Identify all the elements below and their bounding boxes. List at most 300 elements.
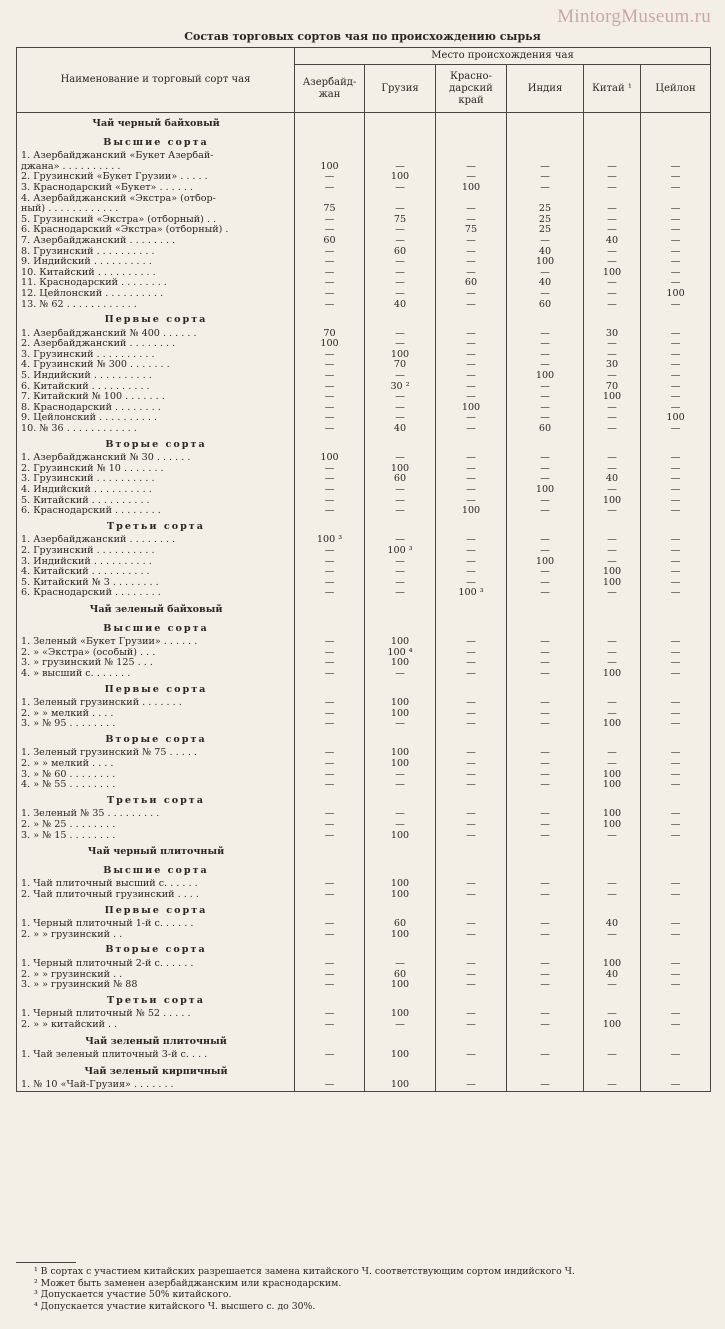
origin-value-cell: —	[641, 770, 711, 781]
origin-value-cell	[641, 151, 711, 162]
section-heading: Третьи сорта	[17, 517, 295, 536]
origin-value-cell	[436, 517, 507, 536]
origin-value-cell: —	[641, 506, 711, 517]
origin-value-cell	[584, 791, 641, 810]
name-column-header: Наименование и торговый сорт чая	[17, 48, 295, 113]
origin-value-cell: —	[436, 648, 507, 659]
origin-value-cell: 100	[365, 930, 436, 941]
column-header: Грузия	[365, 65, 436, 113]
table-row	[17, 215, 711, 226]
origin-value-cell: —	[295, 546, 365, 557]
origin-value-cell: —	[365, 371, 436, 382]
origin-value-cell: —	[507, 879, 584, 890]
origin-value-cell: —	[584, 453, 641, 464]
origin-value-cell: —	[507, 648, 584, 659]
table-row	[17, 300, 711, 311]
origin-value-cell: 60	[507, 300, 584, 311]
origin-value-cell: —	[507, 780, 584, 791]
table-title: Состав торговых сортов чая по происхождению сырья	[184, 30, 541, 43]
origin-value-cell: —	[641, 360, 711, 371]
origin-value-cell: —	[507, 759, 584, 770]
table-row	[17, 204, 711, 215]
origin-value-cell: —	[641, 648, 711, 659]
section-heading: Вторые сорта	[17, 940, 295, 959]
origin-value-cell: 100	[584, 268, 641, 279]
grade-group-row	[17, 901, 711, 920]
origin-value-cell: —	[584, 247, 641, 258]
origin-value-cell: —	[436, 567, 507, 578]
table-row	[17, 360, 711, 371]
origin-value-cell: —	[295, 567, 365, 578]
origin-value-cell: 25	[507, 204, 584, 215]
origin-value-cell: —	[641, 204, 711, 215]
origin-value-cell	[365, 940, 436, 959]
tea-name-cell: 1. Азербайджанский «Букет Азербай-	[17, 151, 295, 162]
table-row	[17, 424, 711, 435]
origin-value-cell: 30 ²	[365, 382, 436, 393]
origin-value-cell	[507, 1031, 584, 1051]
origin-value-cell	[507, 310, 584, 329]
origin-value-cell: —	[436, 172, 507, 183]
table-row	[17, 350, 711, 361]
origin-value-cell: —	[507, 1080, 584, 1091]
tea-name-cell: 4. Грузинский № 300 . . . . . . .	[17, 360, 295, 371]
origin-value-cell: —	[295, 403, 365, 414]
origin-value-cell: 100	[365, 698, 436, 709]
origin-value-cell: —	[584, 879, 641, 890]
origin-value-cell: —	[584, 225, 641, 236]
origin-value-cell	[584, 1061, 641, 1081]
grade-group-row	[17, 435, 711, 454]
origin-value-cell: —	[584, 424, 641, 435]
origin-value-cell: —	[641, 719, 711, 730]
table-row	[17, 392, 711, 403]
section-heading: Чай зеленый байховый	[17, 599, 295, 619]
origin-value-cell: 40	[584, 919, 641, 930]
origin-value-cell	[584, 113, 641, 133]
section-heading: Чай зеленый кирпичный	[17, 1061, 295, 1081]
origin-value-cell: 100	[365, 172, 436, 183]
origin-value-cell	[584, 730, 641, 749]
origin-value-cell: 100	[641, 413, 711, 424]
origin-value-cell: —	[295, 578, 365, 589]
origin-value-cell	[295, 861, 365, 880]
origin-value-cell: 75	[365, 215, 436, 226]
origin-value-cell: —	[584, 759, 641, 770]
table-row	[17, 831, 711, 842]
origin-value-cell: 100	[584, 809, 641, 820]
origin-value-cell: —	[641, 278, 711, 289]
origin-value-cell: —	[584, 403, 641, 414]
tea-name-cell: 10. Китайский . . . . . . . . . .	[17, 268, 295, 279]
grade-group-row	[17, 991, 711, 1010]
origin-value-cell	[295, 1031, 365, 1051]
origin-value-cell	[584, 940, 641, 959]
origin-value-cell	[365, 517, 436, 536]
origin-value-cell: —	[365, 557, 436, 568]
origin-value-cell	[295, 517, 365, 536]
origin-value-cell: —	[436, 464, 507, 475]
origin-value-cell: —	[641, 172, 711, 183]
origin-value-cell: —	[641, 780, 711, 791]
table-row	[17, 474, 711, 485]
origin-value-cell	[507, 901, 584, 920]
origin-value-cell: —	[641, 453, 711, 464]
origin-value-cell: —	[641, 1009, 711, 1020]
origin-value-cell: —	[641, 474, 711, 485]
origin-value-cell: 60	[436, 278, 507, 289]
origin-value-cell: —	[365, 578, 436, 589]
origin-value-cell: 60	[365, 919, 436, 930]
origin-value-cell: —	[295, 300, 365, 311]
origin-value-cell: —	[641, 339, 711, 350]
origin-value-cell	[507, 1061, 584, 1081]
origin-value-cell	[507, 841, 584, 861]
origin-value-cell: —	[295, 257, 365, 268]
origin-value-cell: —	[365, 719, 436, 730]
origin-value-cell	[507, 151, 584, 162]
origin-value-cell: 100	[507, 557, 584, 568]
origin-value-cell: 100	[584, 820, 641, 831]
origin-value-cell: —	[584, 1050, 641, 1061]
origin-value-cell: —	[365, 162, 436, 173]
origin-value-cell: —	[507, 959, 584, 970]
origin-value-cell: —	[295, 959, 365, 970]
grade-group-row	[17, 940, 711, 959]
footnote: ¹ В сортах с участием китайских разрешается замена китайского Ч. соответствующим сортом индийского Ч.	[34, 1266, 575, 1277]
tea-name-cell: 4. » № 55 . . . . . . . .	[17, 780, 295, 791]
origin-value-cell: —	[584, 980, 641, 991]
origin-value-cell: —	[295, 1020, 365, 1031]
origin-value-cell	[295, 151, 365, 162]
section-heading: Чай черный байховый	[17, 113, 295, 133]
origin-value-cell: —	[584, 506, 641, 517]
tea-name-cell: 2. » «Экстра» (особый) . . .	[17, 648, 295, 659]
table-row	[17, 382, 711, 393]
origin-value-cell: —	[584, 698, 641, 709]
origin-value-cell	[584, 841, 641, 861]
table-row	[17, 194, 711, 205]
origin-value-cell: —	[507, 403, 584, 414]
table-row	[17, 919, 711, 930]
origin-value-cell: —	[295, 506, 365, 517]
origin-value-cell: —	[584, 464, 641, 475]
tea-name-cell: 11. Краснодарский . . . . . . . .	[17, 278, 295, 289]
origin-value-cell: —	[365, 453, 436, 464]
origin-value-cell	[641, 133, 711, 152]
tea-name-cell: 3. » № 15 . . . . . . . .	[17, 831, 295, 842]
origin-value-cell: —	[436, 820, 507, 831]
table-row	[17, 535, 711, 546]
origin-value-cell: —	[507, 392, 584, 403]
footnotes	[16, 1262, 710, 1312]
column-header: Китай ¹	[584, 65, 641, 113]
tea-name-cell: 2. » » китайский . .	[17, 1020, 295, 1031]
origin-value-cell: —	[641, 371, 711, 382]
origin-value-cell: —	[365, 413, 436, 424]
table-body	[17, 113, 711, 1092]
table-row	[17, 183, 711, 194]
origin-value-cell: 100 ⁴	[365, 648, 436, 659]
origin-value-cell	[295, 599, 365, 619]
table-row	[17, 578, 711, 589]
origin-value-cell: —	[436, 424, 507, 435]
origin-value-cell	[507, 517, 584, 536]
origin-value-cell: —	[507, 360, 584, 371]
origin-value-cell: —	[295, 496, 365, 507]
origin-value-cell	[507, 861, 584, 880]
origin-value-cell	[641, 680, 711, 699]
column-header: Индия	[507, 65, 584, 113]
table-row	[17, 172, 711, 183]
origin-value-cell: —	[295, 225, 365, 236]
origin-value-cell: —	[365, 669, 436, 680]
origin-value-cell: —	[436, 930, 507, 941]
origin-value-cell: —	[584, 890, 641, 901]
origin-value-cell: —	[436, 1009, 507, 1020]
table-row	[17, 464, 711, 475]
watermark: MintorgMuseum.ru	[557, 6, 711, 27]
origin-value-cell	[507, 991, 584, 1010]
origin-value-cell: 30	[584, 360, 641, 371]
origin-value-cell: —	[584, 709, 641, 720]
origin-value-cell: —	[584, 535, 641, 546]
table-row	[17, 658, 711, 669]
origin-value-cell: —	[365, 225, 436, 236]
origin-value-cell: —	[641, 329, 711, 340]
table-row	[17, 546, 711, 557]
origin-value-cell: —	[641, 959, 711, 970]
origin-value-cell: —	[436, 162, 507, 173]
origin-value-cell: —	[507, 709, 584, 720]
tea-name-cell: 2. Грузинский «Букет Грузии» . . . . .	[17, 172, 295, 183]
tea-name-cell: 7. Китайский № 100 . . . . . . .	[17, 392, 295, 403]
origin-value-cell: —	[584, 930, 641, 941]
origin-value-cell	[365, 1061, 436, 1081]
table-row	[17, 719, 711, 730]
table-row	[17, 453, 711, 464]
origin-value-cell: —	[584, 371, 641, 382]
origin-value-cell	[584, 151, 641, 162]
origin-value-cell	[507, 133, 584, 152]
origin-value-cell: —	[436, 453, 507, 464]
section-heading: Третьи сорта	[17, 991, 295, 1010]
origin-value-cell: —	[295, 289, 365, 300]
table-row	[17, 820, 711, 831]
origin-value-cell: —	[641, 546, 711, 557]
origin-value-cell: —	[295, 371, 365, 382]
origin-value-cell: —	[436, 204, 507, 215]
origin-value-cell: —	[365, 496, 436, 507]
origin-value-cell: —	[436, 485, 507, 496]
origin-value-cell: —	[436, 1080, 507, 1091]
origin-value-cell: —	[365, 567, 436, 578]
tea-name-cell: 1. Зеленый № 35 . . . . . . . . .	[17, 809, 295, 820]
origin-value-cell: 100	[436, 506, 507, 517]
origin-value-cell: 30	[584, 329, 641, 340]
section-heading: Первые сорта	[17, 310, 295, 329]
origin-value-cell: 70	[365, 360, 436, 371]
tea-name-cell: джана» . . . . . . . . . .	[17, 162, 295, 173]
origin-value-cell: —	[641, 919, 711, 930]
origin-value-cell: —	[365, 485, 436, 496]
table-row	[17, 567, 711, 578]
origin-value-cell: —	[436, 879, 507, 890]
origin-value-cell: 70	[584, 382, 641, 393]
origin-value-cell: —	[584, 588, 641, 599]
origin-value-cell	[295, 901, 365, 920]
origin-value-cell: 100 ³	[295, 535, 365, 546]
tea-name-cell: 8. Грузинский . . . . . . . . . .	[17, 247, 295, 258]
tea-name-cell: 6. Краснодарский «Экстра» (отборный) .	[17, 225, 295, 236]
origin-value-cell: 100	[295, 162, 365, 173]
tea-name-cell: 5. Индийский . . . . . . . . . .	[17, 371, 295, 382]
origin-value-cell: —	[507, 506, 584, 517]
origin-value-cell: 100	[365, 658, 436, 669]
origin-value-cell: —	[436, 474, 507, 485]
origin-value-cell: —	[295, 759, 365, 770]
origin-value-cell: —	[436, 371, 507, 382]
table-row	[17, 268, 711, 279]
origin-value-cell: —	[295, 809, 365, 820]
origin-value-cell: —	[436, 637, 507, 648]
origin-value-cell: —	[641, 236, 711, 247]
origin-value-cell: —	[641, 980, 711, 991]
origin-value-cell: —	[295, 485, 365, 496]
origin-value-cell: —	[436, 709, 507, 720]
tea-name-cell: ный) . . . . . . . . . . . .	[17, 204, 295, 215]
origin-value-cell: —	[436, 759, 507, 770]
origin-value-cell: 100	[507, 371, 584, 382]
table-row	[17, 637, 711, 648]
origin-value-cell: —	[507, 970, 584, 981]
origin-value-cell: —	[584, 204, 641, 215]
origin-value-cell	[295, 791, 365, 810]
tea-composition-table	[16, 47, 711, 1092]
table-row	[17, 709, 711, 720]
origin-value-cell: —	[365, 506, 436, 517]
tea-name-cell: 5. Китайский . . . . . . . . . .	[17, 496, 295, 507]
origin-value-cell: —	[507, 698, 584, 709]
category-row	[17, 841, 711, 861]
origin-value-cell: 100 ³	[436, 588, 507, 599]
origin-value-cell: —	[584, 339, 641, 350]
origin-value-cell: —	[507, 413, 584, 424]
table-row	[17, 485, 711, 496]
origin-value-cell: —	[295, 413, 365, 424]
category-row	[17, 113, 711, 133]
origin-value-cell: —	[436, 890, 507, 901]
table-row	[17, 557, 711, 568]
tea-name-cell: 3. » № 60 . . . . . . . .	[17, 770, 295, 781]
origin-value-cell: —	[507, 809, 584, 820]
table-row	[17, 236, 711, 247]
origin-value-cell: 100	[365, 464, 436, 475]
origin-value-cell: —	[641, 698, 711, 709]
footnote: ³ Допускается участие 50% китайского.	[34, 1289, 232, 1300]
origin-value-cell: 40	[584, 236, 641, 247]
origin-value-cell	[365, 730, 436, 749]
origin-value-cell	[295, 133, 365, 152]
origin-value-cell: 60	[365, 247, 436, 258]
table-row	[17, 890, 711, 901]
origin-value-cell	[365, 861, 436, 880]
table-row	[17, 780, 711, 791]
origin-value-cell: 25	[507, 225, 584, 236]
column-header: Азербайд-жан	[295, 65, 365, 113]
origin-value-cell: —	[507, 719, 584, 730]
origin-value-cell	[507, 940, 584, 959]
origin-value-cell: —	[365, 820, 436, 831]
tea-name-cell: 2. Чай плиточный грузинский . . . .	[17, 890, 295, 901]
origin-value-cell: —	[584, 658, 641, 669]
origin-value-cell: 100	[507, 257, 584, 268]
origin-value-cell: —	[641, 809, 711, 820]
section-heading: Высшие сорта	[17, 619, 295, 638]
table-row	[17, 151, 711, 162]
origin-value-cell: —	[641, 535, 711, 546]
origin-value-cell	[641, 194, 711, 205]
origin-value-cell	[641, 599, 711, 619]
origin-value-cell: —	[436, 578, 507, 589]
origin-value-cell	[365, 680, 436, 699]
origin-value-cell: 100	[365, 831, 436, 842]
origin-value-cell: —	[584, 172, 641, 183]
origin-value-cell: —	[641, 669, 711, 680]
origin-value-cell: —	[295, 770, 365, 781]
table-row	[17, 1020, 711, 1031]
tea-name-cell: 3. Индийский . . . . . . . . . .	[17, 557, 295, 568]
origin-value-cell: 40	[365, 300, 436, 311]
origin-value-cell	[365, 1031, 436, 1051]
origin-value-cell: 100	[584, 959, 641, 970]
origin-value-cell: —	[436, 669, 507, 680]
origin-value-cell: —	[641, 709, 711, 720]
origin-value-cell	[295, 991, 365, 1010]
grade-group-row	[17, 619, 711, 638]
origin-value-cell: —	[295, 278, 365, 289]
origin-value-cell	[507, 194, 584, 205]
origin-value-cell: —	[641, 382, 711, 393]
origin-value-cell: —	[295, 919, 365, 930]
origin-value-cell	[365, 599, 436, 619]
origin-value-cell: 25	[507, 215, 584, 226]
origin-value-cell	[295, 310, 365, 329]
origin-value-cell: 75	[436, 225, 507, 236]
origin-value-cell: 100	[584, 567, 641, 578]
origin-value-cell: 100	[365, 980, 436, 991]
origin-value-cell: —	[295, 831, 365, 842]
origin-value-cell	[507, 435, 584, 454]
origin-value-cell: —	[436, 339, 507, 350]
origin-value-cell	[436, 791, 507, 810]
tea-name-cell: 12. Цейлонский . . . . . . . . . .	[17, 289, 295, 300]
table-row	[17, 1080, 711, 1091]
origin-value-cell: —	[436, 236, 507, 247]
origin-value-cell: —	[365, 809, 436, 820]
origin-value-cell	[584, 310, 641, 329]
origin-value-cell	[436, 435, 507, 454]
origin-value-cell: —	[436, 959, 507, 970]
origin-value-cell	[436, 861, 507, 880]
origin-value-cell: —	[295, 719, 365, 730]
origin-value-cell: —	[584, 1080, 641, 1091]
grade-group-row	[17, 861, 711, 880]
origin-value-cell: 100	[295, 453, 365, 464]
origin-value-cell: 100 ³	[365, 546, 436, 557]
origin-value-cell	[507, 791, 584, 810]
tea-name-cell: 13. № 62 . . . . . . . . . . . .	[17, 300, 295, 311]
